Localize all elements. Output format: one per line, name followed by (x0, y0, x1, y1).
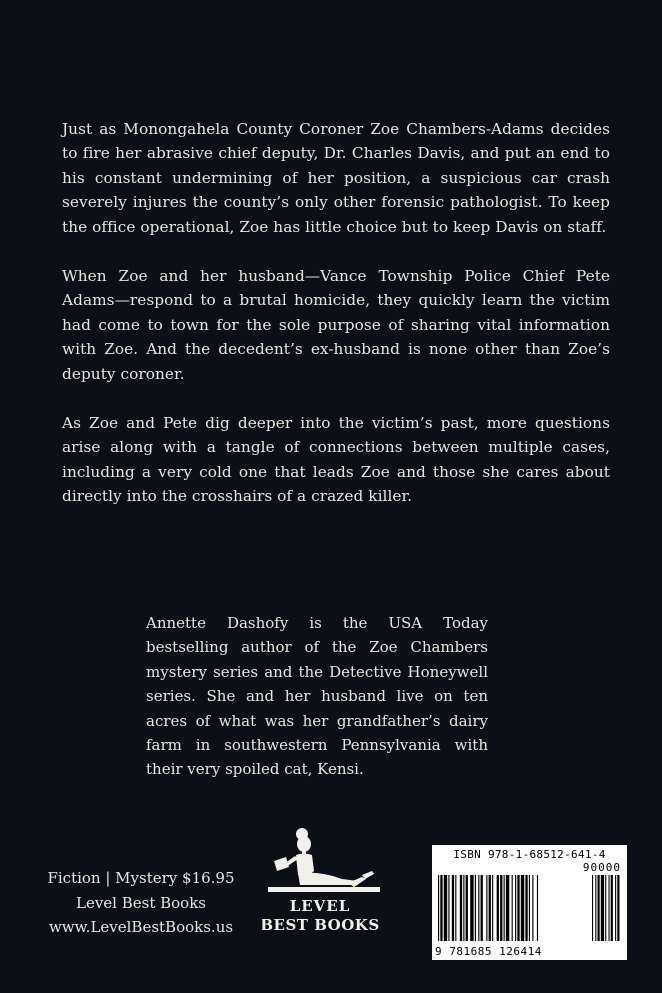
barcode-addon-bar (617, 875, 619, 941)
barcode-addon-bar (611, 875, 613, 941)
barcode-bar (529, 875, 530, 941)
barcode-bar (475, 875, 476, 941)
back-cover-blurb (62, 117, 610, 534)
genre-price: Fiction | Mystery $16.95 (47, 869, 235, 887)
barcode-bar (537, 875, 538, 941)
barcode-addon-bar (598, 875, 600, 941)
barcode-addon-bar (615, 875, 616, 941)
barcode-bar (470, 875, 473, 941)
author-bio: Annette Dashofy is the USA Today bestselling author of the Zoe Chambers mystery series and the Detective Honeywell series. She and her husband live on ten acres of what was her grandfather’s dairy farm in southwestern Pennsylvania with their very spoiled cat, Kensi. (146, 614, 488, 779)
barcode-addon-bar (609, 875, 610, 941)
barcode-bar (521, 875, 524, 941)
barcode-bar (448, 875, 449, 941)
barcode-bar (497, 875, 499, 941)
logo-line-2: BEST BOOKS (262, 916, 380, 934)
barcode-bar (512, 875, 513, 941)
barcode-bar (455, 875, 456, 941)
barcode-bar (517, 875, 519, 941)
publication-info (42, 866, 240, 940)
barcode-bar (506, 875, 509, 941)
isbn-barcode (432, 845, 627, 960)
barcode-bar (481, 875, 483, 941)
barcode-bar (444, 875, 447, 941)
publisher-name: Level Best Books (75, 893, 207, 912)
barcode-bar (492, 875, 493, 941)
barcode-bar (466, 875, 468, 941)
barcode-digits: 9 781685 126414 (435, 945, 542, 958)
barcode-bar (438, 875, 439, 941)
publisher-website: www.LevelBestBooks.us (48, 918, 234, 936)
barcode-bar (452, 875, 454, 941)
price-addon-digits: 90000 (582, 861, 621, 874)
logo-line-1: LEVEL (289, 897, 351, 915)
barcode-bar (460, 875, 462, 941)
barcode-addon-bar (605, 875, 606, 941)
barcode-bar (500, 875, 502, 941)
blurb-paragraph-3: As Zoe and Pete dig deeper into the victim’s past, more questions arise along with a tangle of connections between multiple cases, including a very cold one that leads Zoe and those she cares about directly into the crosshairs of a crazed killer. (62, 414, 610, 506)
barcode-bar (486, 875, 487, 941)
barcode-bar (478, 875, 479, 941)
barcode-bar (504, 875, 505, 941)
publisher-logo (262, 827, 384, 939)
barcode-bar (532, 875, 533, 941)
blurb-paragraph-2: When Zoe and her husband—Vance Township Police Chief Pete Adams—respond to a brutal homicide, they quickly learn the victim had come to town for the sole purpose of sharing vital information with Zoe. And the decedent’s ex-husband is none other than Zoe’s deputy coroner. (62, 267, 610, 383)
barcode-addon-bar (595, 875, 596, 941)
isbn-label: ISBN 978-1-68512-641-4 (453, 848, 606, 861)
barcode-addon-bar (601, 875, 604, 941)
barcode-bar (463, 875, 464, 941)
barcode-bar (525, 875, 527, 941)
barcode-bar (440, 875, 442, 941)
barcode-bar (489, 875, 491, 941)
barcode-bar (515, 875, 516, 941)
barcode-addon-bar (592, 875, 593, 941)
barcode-bars (436, 875, 623, 945)
blurb-paragraph-1: Just as Monongahela County Coroner Zoe Chambers-Adams decides to fire her abrasive chief deputy, Dr. Charles Davis, and put an end to his constant undermining of her position, a suspicious car crash severely injures the county’s only other forensic pathologist. To keep the office operational, Zoe has little choice but to keep Davis on staff. (62, 120, 610, 236)
reading-woman-logo-icon (262, 827, 384, 939)
